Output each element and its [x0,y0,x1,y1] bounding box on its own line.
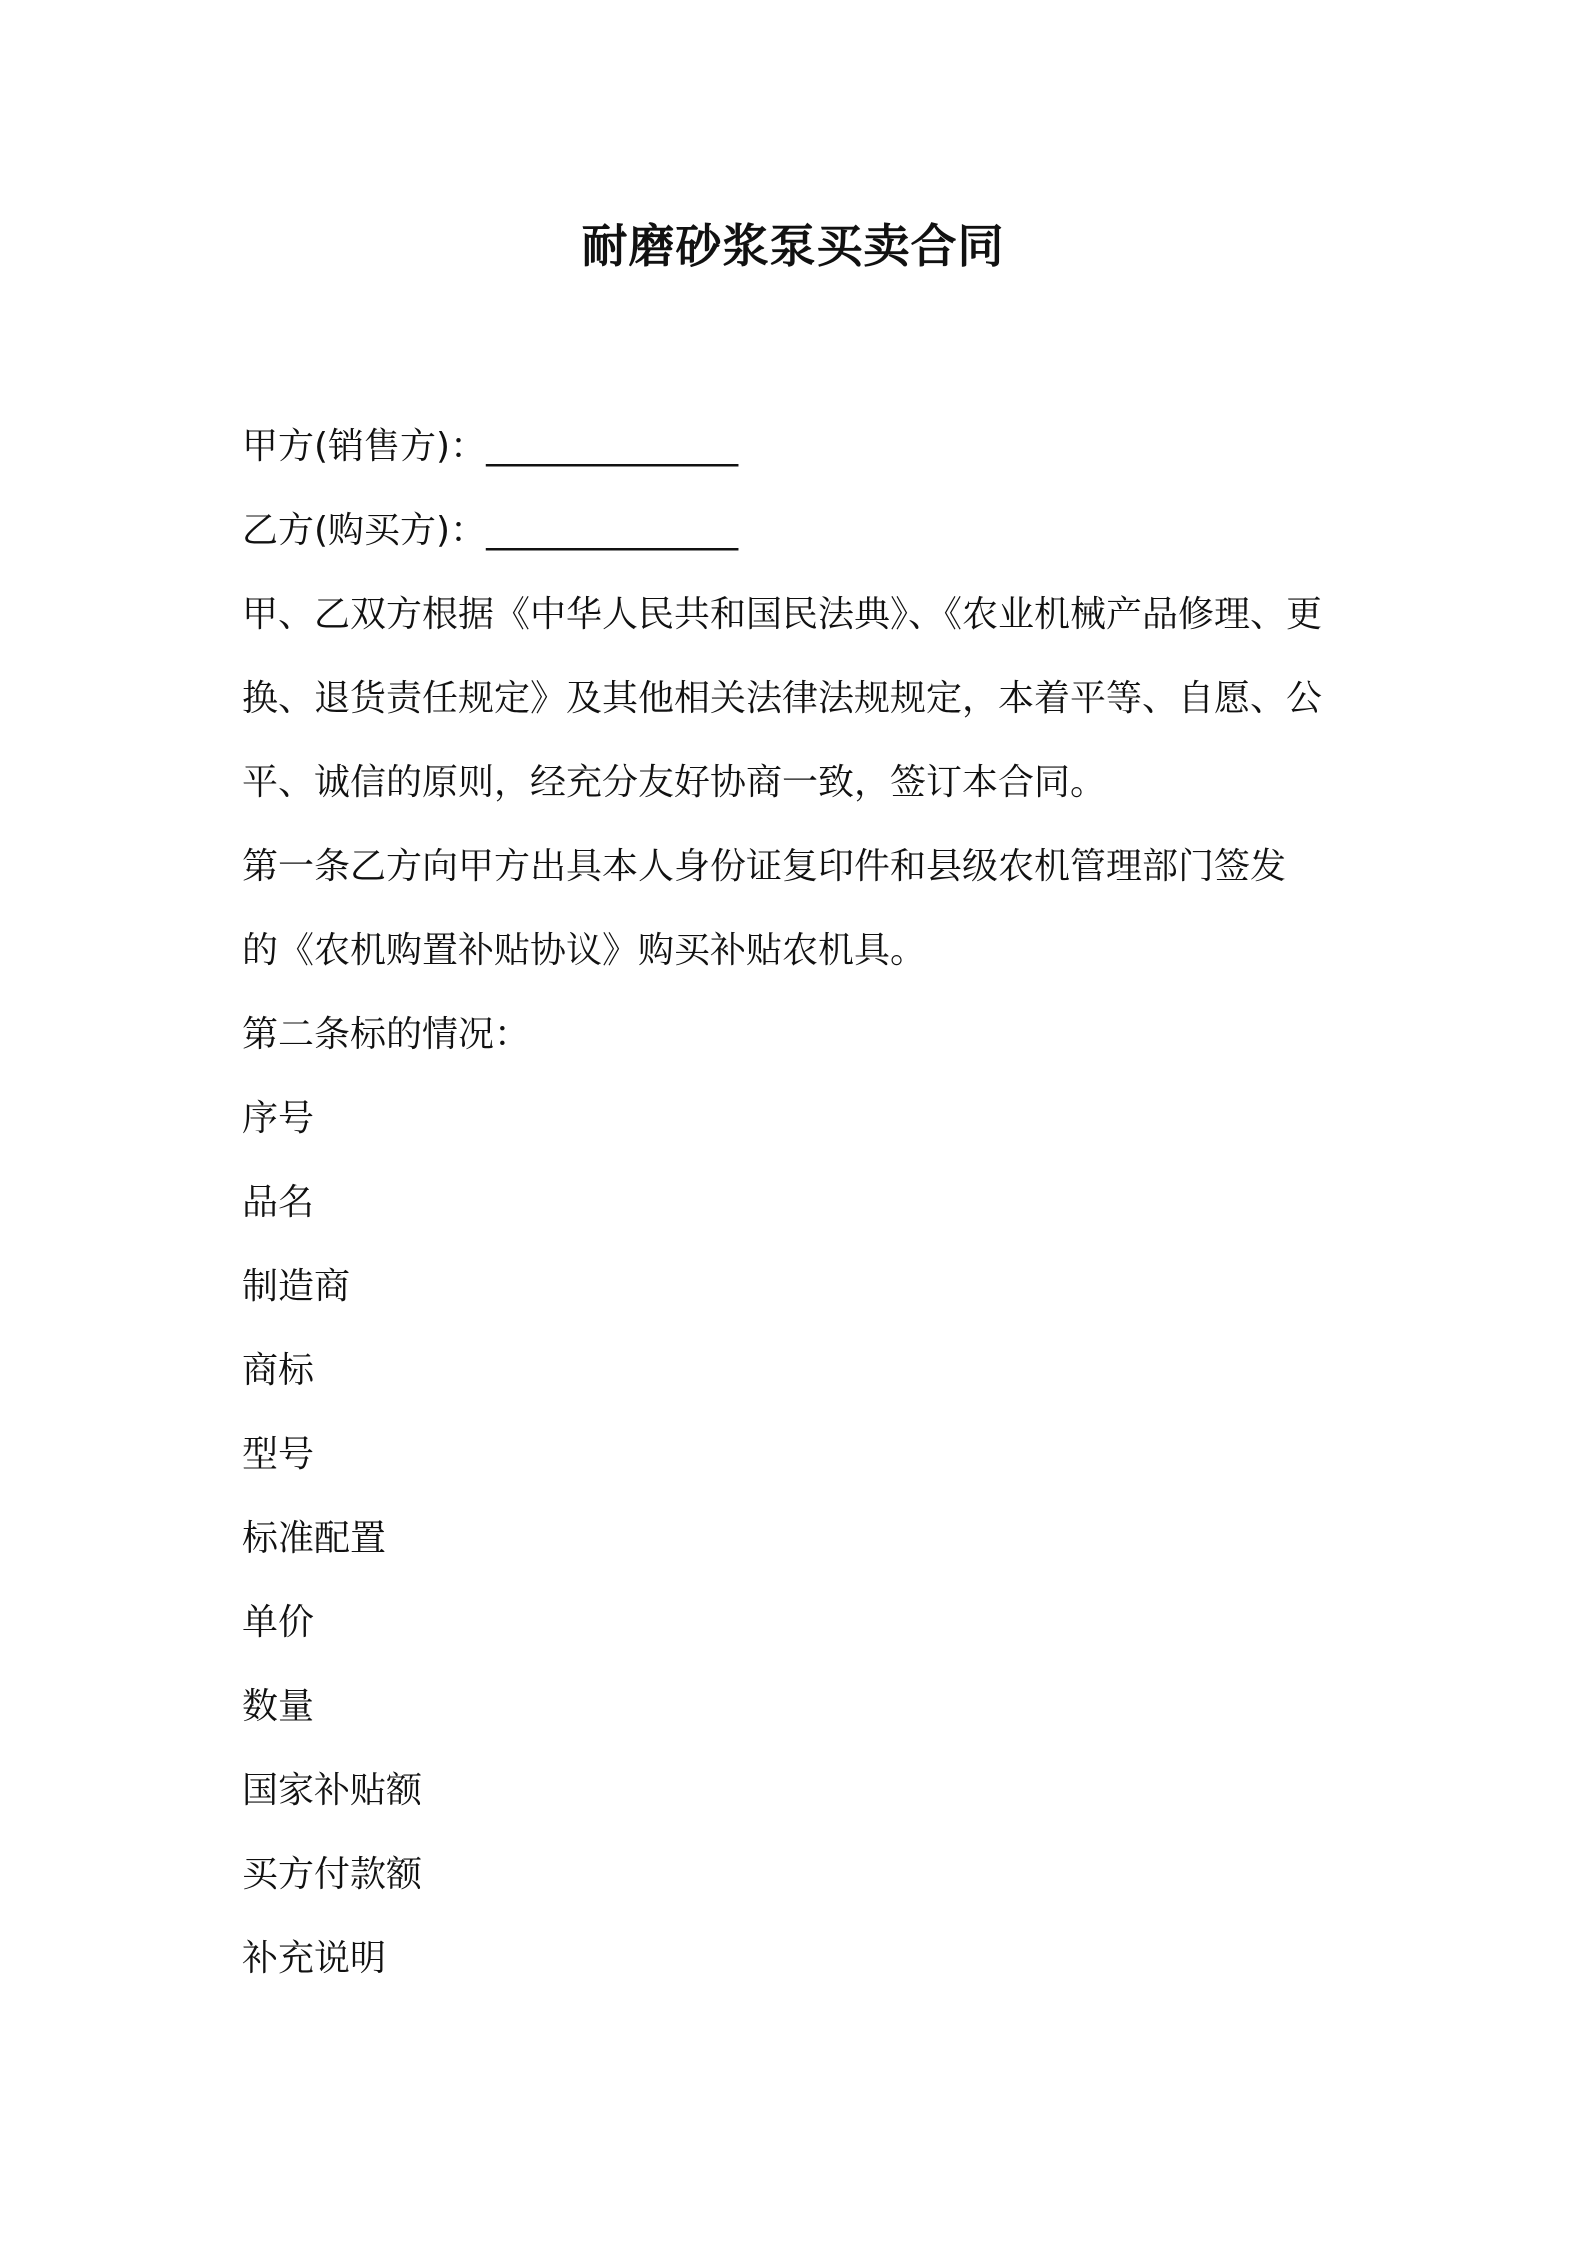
field-label-buyer-payment: 买方付款额 [242,1854,423,1895]
field-label-unit-price: 单价 [242,1602,315,1643]
field-label-serial-number: 序号 [242,1098,315,1139]
field-label-manufacturer: 制造商 [242,1266,351,1307]
field-label-quantity: 数量 [242,1686,315,1727]
contract-title: 耐磨砂浆泵买卖合同 [581,219,1005,273]
article-1-line: 第一条乙方向甲方出具本人身份证复印件和县级农机管理部门签发 [242,846,1287,887]
field-label-state-subsidy: 国家补贴额 [242,1770,423,1811]
field-label-trademark: 商标 [242,1350,315,1391]
article-1-line: 的《农机购置补贴协议》购买补贴农机具。 [242,930,927,971]
field-label-model: 型号 [242,1434,315,1475]
field-label-standard-config: 标准配置 [242,1518,387,1559]
field-label-supplementary-notes: 补充说明 [242,1938,387,1979]
article-2-heading: 第二条标的情况： [242,1014,531,1055]
subject-matter-field-list [242,1077,1362,2001]
intro-paragraph-line: 换、退货责任规定》及其他相关法律法规规定，本着平等、自愿、公 [242,678,1323,719]
field-label-product-name: 品名 [242,1182,315,1223]
intro-paragraph-line: 平、诚信的原则，经充分友好协商一致，签订本合同。 [242,762,1107,803]
party-a-line: 甲方(销售方)：______________ [242,426,739,467]
party-b-line: 乙方(购买方)：______________ [242,510,739,551]
contract-body [242,405,1362,2001]
intro-paragraph-line: 甲、乙双方根据《中华人民共和国民法典》、《农业机械产品修理、更 [242,594,1323,635]
